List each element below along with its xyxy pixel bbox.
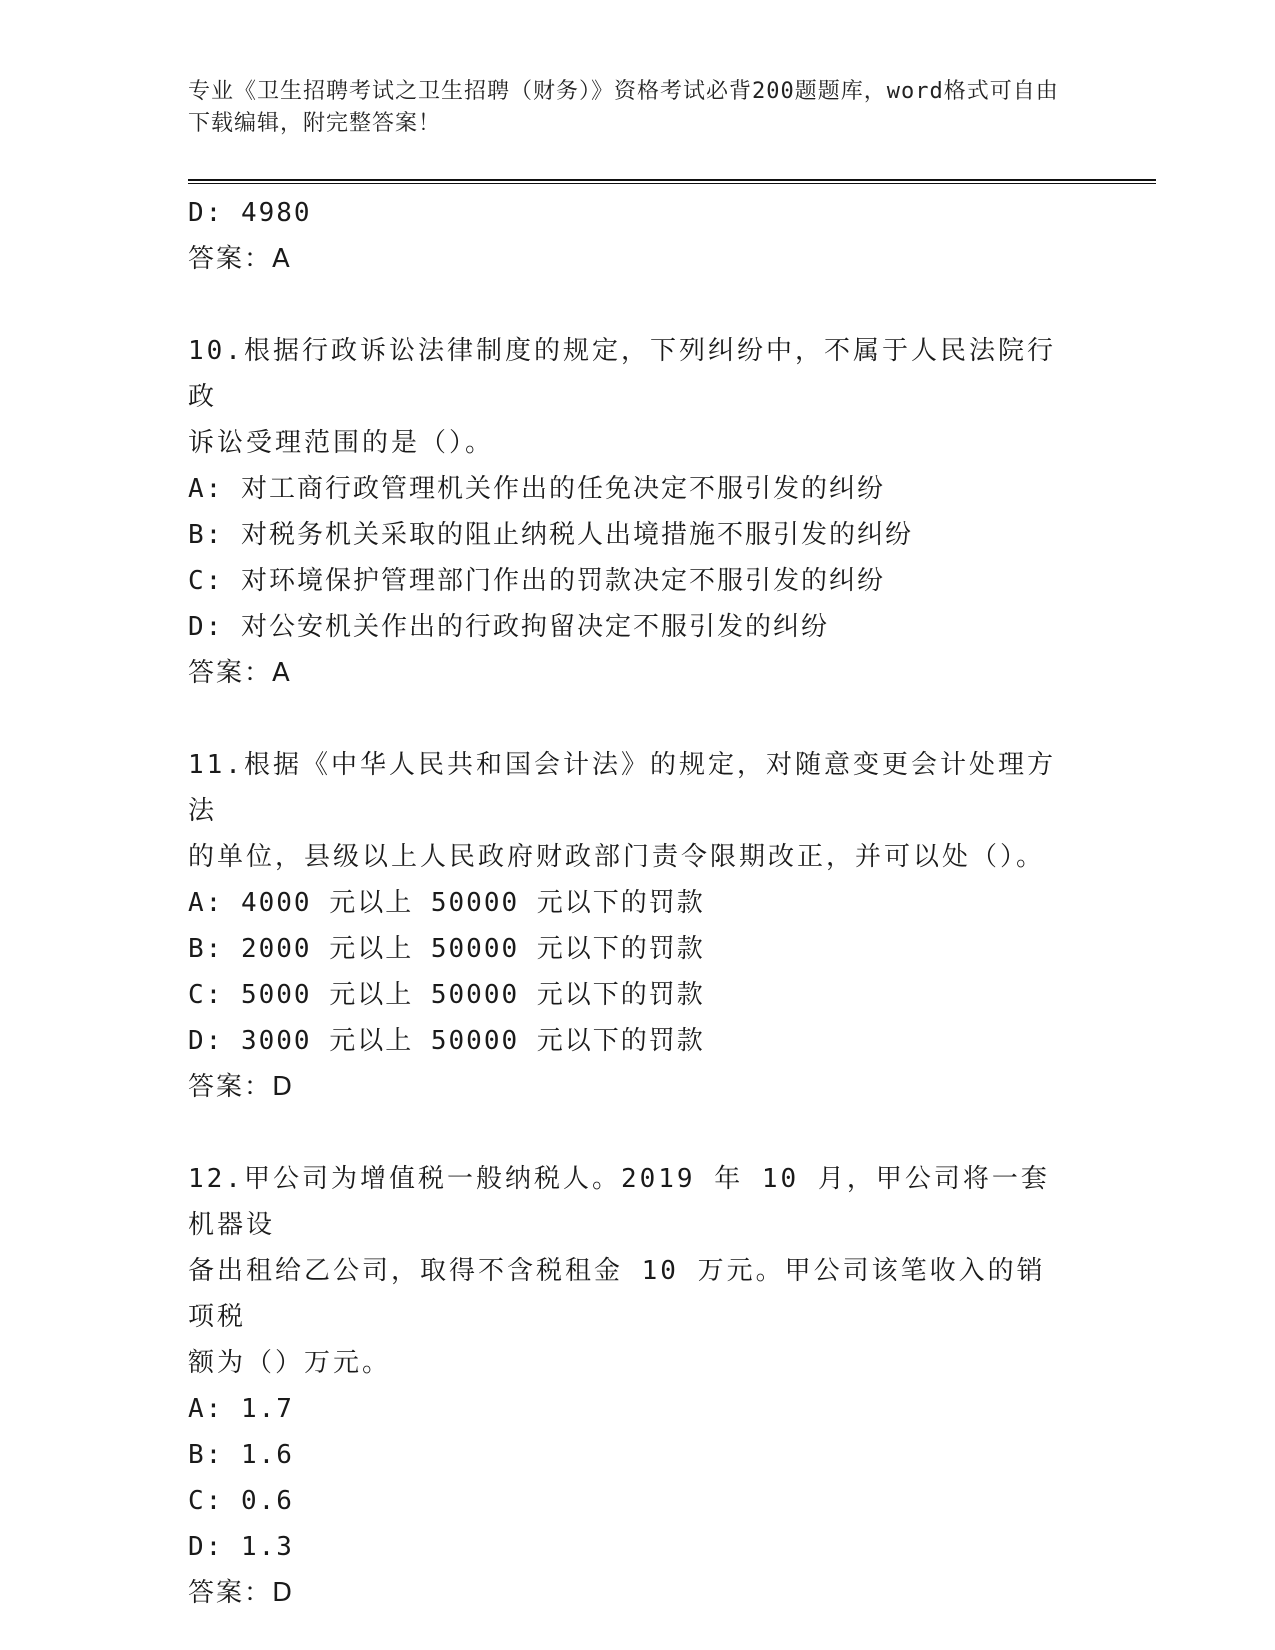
question-stem-line: 诉讼受理范围的是（）。: [188, 428, 495, 458]
option-c: C: 0.6: [188, 1486, 294, 1516]
question-stem-line: 10.根据行政诉讼法律制度的规定，下列纠纷中，不属于人民法院行政: [188, 336, 1056, 412]
option-a: A: 1.7: [188, 1394, 294, 1424]
answer-line: 答案：D: [188, 1072, 295, 1102]
question-stem-line: 的单位，县级以上人民政府财政部门责令限期改正，并可以处（）。: [188, 842, 1046, 872]
page-header-title: 专业《卫生招聘考试之卫生招聘（财务）》资格考试必背200题题库，word格式可自由下载编辑，附完整答案！: [188, 79, 1059, 136]
previous-question-tail: [188, 190, 1088, 282]
question-stem-line: 11.根据《中华人民共和国会计法》的规定，对随意变更会计处理方法: [188, 750, 1056, 826]
answer-line: 答案：A: [188, 244, 292, 274]
option-b: B: 对税务机关采取的阻止纳税人出境措施不服引发的纠纷: [188, 520, 913, 550]
question-12: [188, 1156, 1088, 1616]
option-a: A: 4000 元以上 50000 元以下的罚款: [188, 888, 705, 918]
document-body: [188, 190, 1088, 1616]
answer-line: 答案：D: [188, 1578, 295, 1608]
option-d: D: 对公安机关作出的行政拘留决定不服引发的纠纷: [188, 612, 829, 642]
option-b: B: 2000 元以上 50000 元以下的罚款: [188, 934, 705, 964]
option-d: D: 1.3: [188, 1532, 294, 1562]
header-divider: [188, 179, 1156, 181]
option-b: B: 1.6: [188, 1440, 294, 1470]
option-c: C: 对环境保护管理部门作出的罚款决定不服引发的纠纷: [188, 566, 885, 596]
option-c: C: 5000 元以上 50000 元以下的罚款: [188, 980, 705, 1010]
question-10: [188, 328, 1088, 696]
question-stem: [188, 742, 1068, 880]
header-divider-thin: [188, 183, 1156, 184]
question-stem-line: 额为（）万元。: [188, 1348, 392, 1378]
question-11: [188, 742, 1088, 1110]
question-stem-line: 12.甲公司为增值税一般纳税人。2019 年 10 月，甲公司将一套机器设: [188, 1164, 1050, 1240]
option-a: A: 对工商行政管理机关作出的任免决定不服引发的纠纷: [188, 474, 885, 504]
question-stem: [188, 1156, 1068, 1386]
question-stem: [188, 328, 1068, 466]
answer-line: 答案：A: [188, 658, 292, 688]
option-d: D: 4980: [188, 198, 312, 228]
option-d: D: 3000 元以上 50000 元以下的罚款: [188, 1026, 705, 1056]
question-stem-line: 备出租给乙公司，取得不含税租金 10 万元。甲公司该笔收入的销项税: [188, 1256, 1046, 1332]
